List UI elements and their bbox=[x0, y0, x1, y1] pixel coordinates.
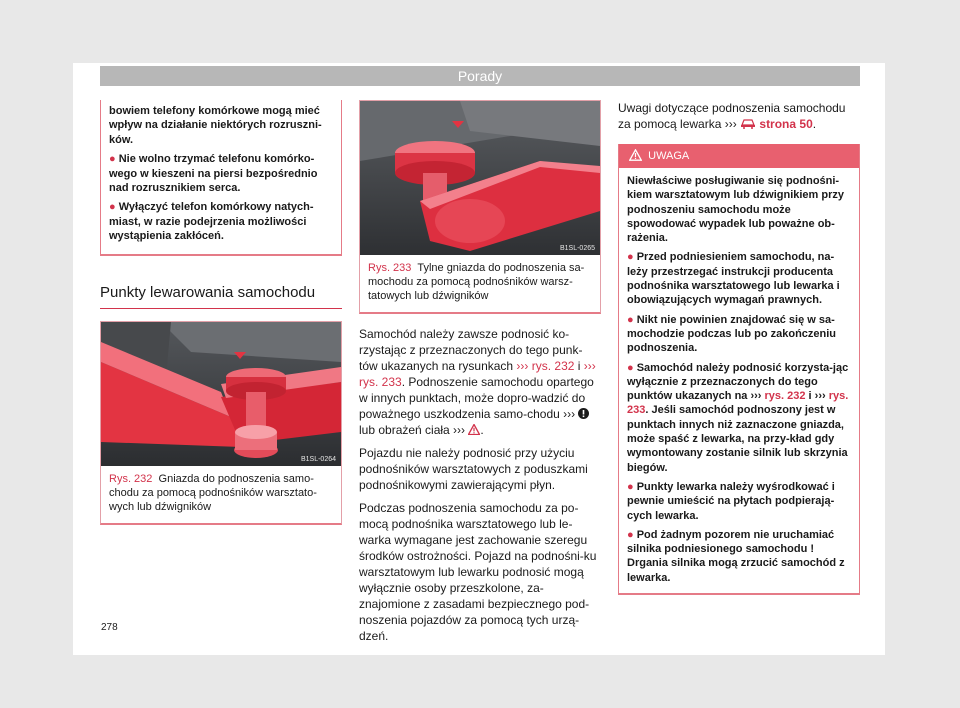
rear-jack-point-illustration bbox=[360, 101, 600, 255]
text-run: i ››› bbox=[805, 390, 829, 403]
bullet-icon: ● bbox=[627, 480, 634, 493]
warning-title: UWAGA bbox=[648, 150, 690, 162]
figure-caption-text: Gniazda do podnoszenia samo-chodu za pomocą podnośników warsztato-wych lub dźwigników bbox=[109, 472, 317, 513]
text-run: Samochód należy podnosić korzysta-jąc wyłącznie z przeznaczonych do tego punktów ukazanych na ››› bbox=[627, 361, 849, 403]
page-number: 278 bbox=[101, 622, 118, 633]
warning-box bbox=[618, 144, 860, 595]
text-run: i bbox=[574, 359, 584, 373]
note-intro: bowiem telefony komórkowe mogą mieć wpływ na działanie niektórych rozruszni-ków. bbox=[109, 105, 322, 146]
page-link[interactable]: strona 50 bbox=[759, 117, 813, 131]
warning-bullet bbox=[627, 250, 851, 307]
column-right bbox=[618, 100, 860, 595]
section-title: Punkty lewarowania samochodu bbox=[100, 284, 342, 309]
bullet-icon: ● bbox=[627, 251, 634, 264]
caution-circle-icon bbox=[578, 408, 589, 419]
figure-image bbox=[101, 322, 341, 466]
note-bullet bbox=[109, 152, 333, 195]
bullet-icon: ● bbox=[109, 201, 116, 214]
warning-bullet-text: Punkty lewarka należy wyśrodkować i pewnie umieścić na płytach podpierają-cych lewarka. bbox=[627, 480, 835, 522]
figure-ref: Rys. 232 bbox=[109, 472, 153, 485]
note-box bbox=[100, 100, 342, 256]
warning-bullet bbox=[627, 480, 851, 523]
column-middle bbox=[359, 100, 601, 651]
note-bullet bbox=[109, 200, 333, 243]
bullet-icon: ● bbox=[627, 528, 634, 541]
figure-ref: Rys. 233 bbox=[368, 262, 412, 274]
warning-body bbox=[619, 168, 859, 593]
warning-bullet bbox=[627, 313, 851, 356]
body-paragraph: Samochód należy zawsze podnosić ko-rzystając z przeznaczonych do tego punk-tów ukazanych na rysunkach ››› rys. 232 i ››› rys. 233. Podnoszenie samochodu opartego w innych punktach, może dopro-wadzić do poważnego uszkodzenia samo-chodu ››› lub obrażeń ciała ››› . bbox=[359, 327, 596, 437]
warning-bullet-text: Przed podniesieniem samochodu, na-leży przestrzegać instrukcji producenta podnośnika warsztatowego lub lewarka i obowiązujących wymagań prawnych. bbox=[627, 251, 840, 307]
warning-bullet-text: Nikt nie powinien znajdować się w sa-mochodzie podczas lub po zakończeniu podnoszenia. bbox=[627, 313, 837, 355]
warning-triangle-icon bbox=[629, 149, 642, 161]
bullet-icon: ● bbox=[627, 313, 634, 326]
body-paragraph: Pojazdu nie należy podnosić przy użyciu podnośników warsztatowych z poduszkami podnośnikowymi zawierającymi płyn. bbox=[359, 446, 588, 492]
note-bullet-text: Nie wolno trzymać telefonu komórko-wego w kieszeni na piersi bezpośrednio nad rozrusznikiem serca. bbox=[109, 153, 318, 195]
figure-link[interactable]: ››› rys. 232 bbox=[516, 359, 575, 373]
warning-bullet bbox=[627, 361, 851, 475]
warning-header bbox=[619, 144, 859, 168]
figure-232 bbox=[100, 321, 342, 525]
warning-bullet-text: Pod żadnym pozorem nie uruchamiać silnika podniesionego samochodu ! Drgania silnika mogą zrzucić samochód z lewarka. bbox=[627, 528, 845, 584]
text-run: . bbox=[812, 117, 817, 131]
text-run: Uwagi dotyczące podnoszenia samochodu za pomocą lewarka ››› bbox=[618, 101, 846, 131]
intro-paragraph bbox=[618, 100, 860, 132]
bullet-icon: ● bbox=[109, 153, 116, 166]
bullet-icon: ● bbox=[627, 361, 634, 374]
figure-code: B1SL-0264 bbox=[300, 455, 336, 463]
car-jack-icon bbox=[740, 117, 756, 129]
figure-caption-text: Tylne gniazda do podnoszenia sa-mochodu za pomocą podnośników warsz-tatowych lub dźwigników bbox=[368, 262, 585, 302]
figure-link[interactable]: rys. 232 bbox=[764, 390, 806, 403]
figure-link[interactable]: ››› rys. 233 bbox=[359, 359, 596, 389]
text-run: . Jeśli samochód podnoszony jest w punktach innych niż zaznaczone gniazda, może spaść z lewarka, na przy-kład gdy wymontowany zostanie silnik lub skrzynia biegów. bbox=[627, 404, 848, 474]
warning-text: Niewłaściwe posługiwanie się podnośni-kiem warsztatowym lub dźwignikiem przy podnoszeniu samochodu może spowodować wypadek lub poważne ob-rażenia. bbox=[627, 175, 844, 245]
figure-caption bbox=[101, 466, 341, 523]
body-content bbox=[359, 314, 601, 644]
figure-link[interactable]: rys. 233 bbox=[627, 390, 849, 417]
text-run: . Podnoszenie samochodu opartego w innych punktach, może dopro-wadzić do poważnego uszkodzenia samo-chodu ››› bbox=[359, 375, 594, 421]
figure-code: B1SL-0265 bbox=[559, 245, 595, 252]
text-run: lub obrażeń ciała ››› bbox=[359, 423, 469, 437]
note-bullet-text: Wyłączyć telefon komórkowy natych-miast, w razie podejrzenia możliwości wystąpienia zakłóceń. bbox=[109, 201, 314, 243]
page-header: Porady bbox=[100, 66, 860, 86]
figure-233 bbox=[359, 100, 601, 314]
jack-point-illustration bbox=[101, 322, 341, 466]
text-run: Samochód należy zawsze podnosić ko-rzystając z przeznaczonych do tego punk-tów ukazanych na rysunkach bbox=[359, 327, 583, 373]
figure-caption bbox=[360, 255, 600, 312]
warning-triangle-icon bbox=[468, 424, 480, 435]
warning-bullet bbox=[627, 528, 851, 585]
body-paragraph: Podczas podnoszenia samochodu za po-mocą podnośnika warsztatowego lub le-warka wymagane jest zachowanie szeregu środków ostrożności. Pojazd na podnośni-ku warsztatowym lub lewarku podnosić mogą wyłącznie osoby przeszkolone, za-znajomione z zasadami bezpiecznego pod-noszenia pojazdów za pomocą tych urzą-dzeń. bbox=[359, 501, 597, 643]
column-left bbox=[100, 100, 342, 525]
figure-image bbox=[360, 101, 600, 255]
